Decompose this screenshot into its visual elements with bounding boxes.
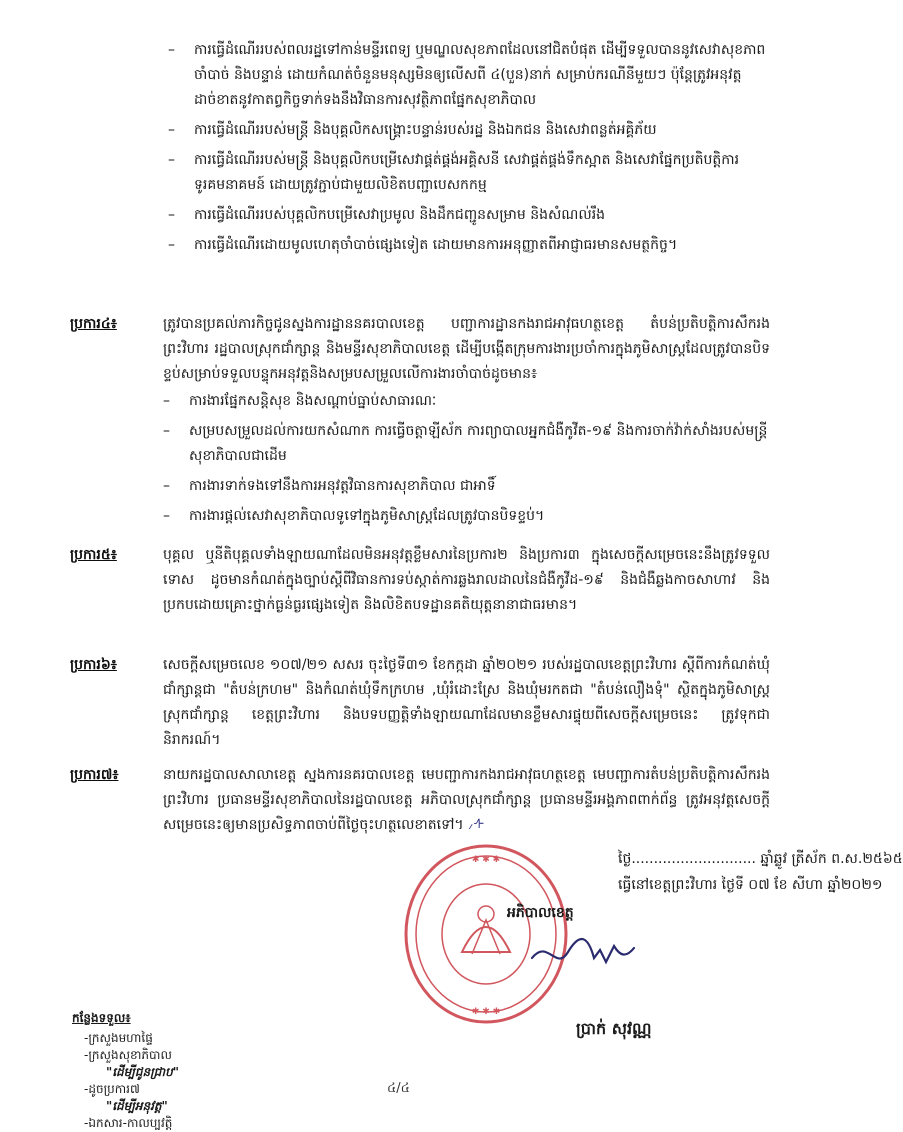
dash-marker: – — [168, 122, 175, 138]
article-text: សេចក្តីសម្រេចលេខ ១០៧/២១ សសរ ចុះថ្ងៃទី៣១ ខែកក្កដា ឆ្នាំ២០២១ របស់រដ្ឋបាលខេត្តព្រះវិហារ ស្តីពីការកំណត់ឃុំជាំក្សាន្តជា "តំបន់ក្រហម" និងកំណត់ឃុំទឹកក្រហម ,ឃុំរំដោះស្រែ និងឃុំមរកតជា "តំបន់លឿងទុំ" ស្ថិតក្នុងភូមិសាស្ត្រស្រុកជាំក្សាន្ត ខេត្តព្រះវិហារ និងបទបញ្ញត្តិទាំងឡាយណាដែលមានខ្លឹមសារផ្ទុយពីសេចក្តីសម្រេចនេះ ត្រូវទុកជានិរាករណ៍។ — [163, 657, 770, 748]
list-item: – ការធ្វើដំណើរដោយមូលហេតុចាំបាច់ផ្សេងទៀត ដោយមានការអនុញ្ញាតពីអាជ្ញាធរមានសមត្ថកិច្ច។ — [168, 233, 768, 258]
list-item: – ការងារផ្តល់សេវាសុខាភិបាលទូទៅក្នុងភូមិសាស្ត្រដែលត្រូវបានបិទខ្ទប់។ — [163, 504, 770, 529]
dash-marker: – — [168, 207, 175, 223]
svg-text:✱ ✱ ✱: ✱ ✱ ✱ — [471, 1007, 501, 1017]
dash-marker: – — [168, 152, 175, 168]
list-item: – ការធ្វើដំណើររបស់ពលរដ្ឋទៅកាន់មន្ទីរពេទ្យ ឬមណ្ឌលសុខភាពដែលនៅជិតបំផុត ដើម្បីទទួលបាននូវសេវាសុខភាពចាំបាច់ និងបន្ទាន់ ដោយកំណត់ចំនួនមនុស្សមិនឲ្យលើសពី ៤(បួន)នាក់ សម្រាប់ករណីនីមួយៗ ប៉ុន្តែត្រូវអនុវត្តដាច់ខាតនូវកាតព្វកិច្ចទាក់ទងនឹងវិធានការសុវត្ថិភាពផ្នែកសុខាភិបាល — [168, 38, 768, 113]
recipient-item: -ក្រសួងមហាផ្ទៃ — [84, 1031, 153, 1045]
article-4-sub-list — [163, 389, 770, 529]
dash-marker: – — [168, 237, 175, 253]
lunar-date-line: ថ្ងៃ............................ ឆ្នាំឆ្លូវ ត្រីស័ក ព.ស.២៥៦៥ — [618, 851, 903, 867]
svg-text:✱ ✱ ✱: ✱ ✱ ✱ — [471, 855, 501, 865]
article-4 — [70, 312, 770, 529]
list-item: – ការធ្វើដំណើររបស់មន្ត្រី និងបុគ្គលិកសង្គ្រោះបន្ទាន់របស់រដ្ឋ និងឯកជន និងសេវាពន្លត់អគ្គិភ័យ — [168, 118, 768, 143]
article-label: ប្រការ៦៖ — [70, 657, 117, 673]
dash-marker: – — [163, 393, 170, 409]
page-number: ៤/៤ — [387, 1081, 410, 1096]
list-item: – ការធ្វើដំណើររបស់មន្ត្រី និងបុគ្គលិកបម្រើសេវាផ្គត់ផ្គង់អគ្គិសនី សេវាផ្គត់ផ្គង់ទឹកស្អាត និងសេវាផ្នែកប្រតិបត្តិការទូរគមនាគមន៍ ដោយត្រូវភ្ជាប់ជាមួយលិខិតបញ្ជាបេសកកម្ម — [168, 148, 768, 198]
exemption-bullet-list — [168, 38, 768, 258]
dash-marker: – — [168, 42, 175, 58]
date-block — [618, 846, 903, 898]
recipient-item: -ដូចប្រការ៧ — [84, 1082, 140, 1096]
recipient-item: -ឯកសារ-កាលប្បវត្តិ — [84, 1116, 173, 1130]
dash-marker: – — [163, 478, 170, 494]
article-text: បុគ្គល ឬនីតិបុគ្គលទាំងឡាយណាដែលមិនអនុវត្តខ្លឹមសារនៃប្រការ២ និងប្រការ៣ ក្នុងសេចក្តីសម្រេចនេះនឹងត្រូវទទួលទោស ដូចមានកំណត់ក្នុងច្បាប់ស្តីពីវិធានការទប់ស្កាត់ការឆ្លងរាលដាលនៃជំងឺកូវីដ-១៩ និងជំងឺឆ្លងកាចសាហាវ និងប្រកបដោយគ្រោះថ្នាក់ធ្ងន់ធ្ងរផ្សេងទៀត និងលិខិតបទដ្ឋានគតិយុត្តនានាជាធរមាន។ — [163, 547, 770, 613]
recipients-block — [72, 1010, 179, 1132]
recipients-title: កន្លែងទទួល៖ — [72, 1011, 131, 1025]
list-item: – សម្របសម្រួលដល់ការយកសំណាក ការធ្វើចត្តាឡីស័ក ការព្យាបាលអ្នកជំងឺកូវីត-១៩ និងការចាក់វ៉ាក់សាំងរបស់មន្ត្រីសុខាភិបាលជាដើម — [163, 419, 770, 469]
recipient-item: -ក្រសួងសុខាភិបាល — [84, 1048, 172, 1062]
handwritten-mark: ៸ᠰ — [468, 817, 483, 833]
list-item: – ការធ្វើដំណើររបស់បុគ្គលិកបម្រើសេវាប្រមូល និងដឹកជញ្ជូនសម្រាម និងសំណល់រឹង — [168, 203, 768, 228]
recipient-purpose: "ដើម្បីអនុវត្ត" — [106, 1099, 168, 1113]
dash-marker: – — [163, 508, 170, 524]
article-7 — [70, 763, 770, 838]
article-text: ត្រូវបានប្រគល់ភារកិច្ចជូនស្នងការដ្ឋាននគរបាលខេត្ត បញ្ជាការដ្ឋានកងរាជអាវុធហត្ថខេត្ត តំបន់ប្រតិបត្តិការសឹករងព្រះវិហារ រដ្ឋបាលស្រុកជាំក្សាន្ត និងមន្ទីរសុខាភិបាលខេត្ត ដើម្បីបង្កើតក្រុមការងារប្រចាំការក្នុងភូមិសាស្ត្រដែលត្រូវបានបិទខ្ទប់សម្រាប់ទទួលបន្ទុកអនុវត្តនិងសម្របសម្រួលលើការងារចាំបាច់ដូចមាន៖ — [163, 316, 770, 382]
dash-marker: – — [163, 423, 170, 439]
list-item: – ការងារផ្នែកសន្តិសុខ និងសណ្តាប់ធ្នាប់សាធារណៈ — [163, 389, 770, 414]
recipient-purpose: "ដើម្បីជូនជ្រាប" — [106, 1065, 179, 1079]
place-date-line: ធ្វើនៅខេត្តព្រះវិហារ ថ្ងៃទី ០៧ ខែ សីហា ឆ្នាំ២០២១ — [618, 877, 883, 893]
article-5 — [70, 543, 770, 618]
signer-name: ប្រាក់ សុវណ្ណ — [576, 1019, 652, 1038]
list-item: – ការងារទាក់ទងទៅនឹងការអនុវត្តវិធានការសុខាភិបាល ជាអាទិ៍ — [163, 474, 770, 499]
signature-icon — [528, 928, 638, 978]
article-6 — [70, 653, 770, 753]
article-label: ប្រការ៤៖ — [70, 316, 117, 332]
article-text: នាយករដ្ឋបាលសាលាខេត្ត ស្នងការនគរបាលខេត្ត មេបញ្ជាការកងរាជអាវុធហត្ថខេត្ត មេបញ្ជាការតំបន់ប្រតិបត្តិការសឹករងព្រះវិហារ ប្រធានមន្ទីរសុខាភិបាលនៃរដ្ឋបាលខេត្ត អភិបាលស្រុកជាំក្សាន្ត ប្រធានមន្ទីរអង្គភាពពាក់ព័ន្ធ ត្រូវអនុវត្តសេចក្តីសម្រេចនេះឲ្យមានប្រសិទ្ធភាពចាប់ពីថ្ងៃចុះហត្ថលេខាតទៅ។ ៸ᠰ — [163, 767, 770, 833]
article-label: ប្រការ៥៖ — [70, 547, 117, 563]
article-label: ប្រការ៧៖ — [70, 767, 119, 783]
signer-title: អភិបាលខេត្ត — [507, 905, 574, 921]
